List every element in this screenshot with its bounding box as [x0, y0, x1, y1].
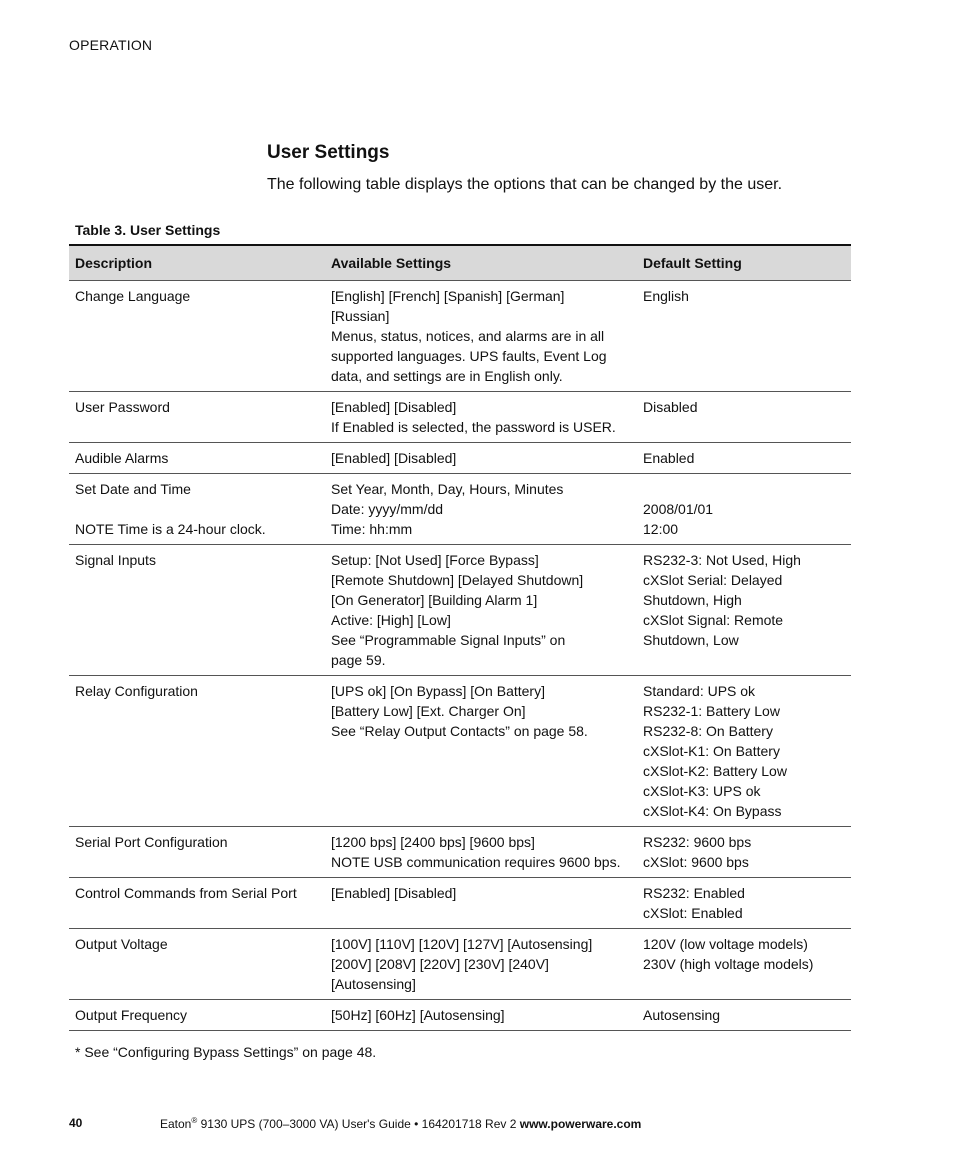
cell-line: Shutdown, Low	[643, 632, 739, 648]
footer-guide-text: 9130 UPS (700–3000 VA) User's Guide • 164201718 Rev 2	[197, 1117, 520, 1131]
intro-paragraph: The following table displays the options that can be changed by the user.	[267, 176, 783, 193]
footer-guide-title	[160, 1116, 641, 1131]
cell-line: Set Date and Time	[75, 481, 191, 497]
cell-line: cXSlot Signal: Remote	[643, 612, 784, 628]
cell-line: Control Commands from Serial Port	[75, 885, 297, 901]
user-settings-table	[69, 244, 851, 1031]
cell-default-setting	[637, 397, 851, 437]
cell-line: [50Hz] [60Hz] [Autosensing]	[331, 1007, 505, 1023]
cell-line: English	[643, 288, 689, 304]
registered-mark: ®	[191, 1116, 198, 1125]
table-row	[69, 443, 851, 474]
cell-line: [English] [French] [Spanish] [German]	[331, 288, 565, 304]
cell-line: Output Voltage	[75, 936, 168, 952]
cell-line: [UPS ok] [On Bypass] [On Battery]	[331, 683, 545, 699]
cell-line: Audible Alarms	[75, 450, 169, 466]
cell-line: [200V] [208V] [220V] [230V] [240V]	[331, 956, 549, 972]
cell-line: See “Programmable Signal Inputs” on	[331, 632, 566, 648]
cell-line: cXSlot-K1: On Battery	[643, 743, 780, 759]
cell-line: cXSlot-K4: On Bypass	[643, 803, 782, 819]
cell-line: [Enabled] [Disabled]	[331, 885, 457, 901]
cell-line: [1200 bps] [2400 bps] [9600 bps]	[331, 834, 535, 850]
cell-line: cXSlot-K3: UPS ok	[643, 783, 761, 799]
cell-line: [Remote Shutdown] [Delayed Shutdown]	[331, 572, 584, 588]
cell-line: cXSlot: 9600 bps	[643, 854, 749, 870]
cell-line: Relay Configuration	[75, 683, 198, 699]
cell-line: 230V (high voltage models)	[643, 956, 814, 972]
cell-default-setting	[637, 883, 851, 923]
cell-description	[69, 479, 325, 539]
cell-line: Disabled	[643, 399, 698, 415]
cell-description	[69, 550, 325, 670]
cell-description	[69, 1005, 325, 1025]
table-row	[69, 676, 851, 827]
cell-line: See “Relay Output Contacts” on page 58.	[331, 723, 588, 739]
footer-brand: Eaton	[160, 1117, 192, 1131]
cell-line: RS232-1: Battery Low	[643, 703, 780, 719]
column-header-available-settings: Available Settings	[331, 255, 452, 271]
column-header-default-setting: Default Setting	[643, 255, 742, 271]
cell-available-settings	[325, 883, 637, 923]
footnote: * See “Configuring Bypass Settings” on page 48.	[75, 1044, 377, 1060]
cell-available-settings	[325, 681, 637, 821]
cell-available-settings	[325, 286, 637, 386]
cell-line: Serial Port Configuration	[75, 834, 228, 850]
cell-description	[69, 286, 325, 386]
cell-line: RS232-8: On Battery	[643, 723, 773, 739]
cell-line: RS232: 9600 bps	[643, 834, 752, 850]
cell-line: data, and settings are in English only.	[331, 368, 563, 384]
cell-default-setting	[637, 550, 851, 670]
column-header-description: Description	[75, 255, 153, 271]
page-title: User Settings	[267, 142, 390, 163]
cell-default-setting	[637, 286, 851, 386]
cell-line: [Battery Low] [Ext. Charger On]	[331, 703, 526, 719]
cell-default-setting	[637, 1005, 851, 1025]
cell-line: cXSlot-K2: Battery Low	[643, 763, 787, 779]
cell-line: Standard: UPS ok	[643, 683, 756, 699]
cell-line: Signal Inputs	[75, 552, 156, 568]
cell-default-setting	[637, 681, 851, 821]
cell-description	[69, 934, 325, 994]
cell-available-settings	[325, 550, 637, 670]
table-row	[69, 929, 851, 1000]
footer-url[interactable]: www.powerware.com	[519, 1117, 642, 1131]
cell-description	[69, 681, 325, 821]
cell-line: NOTE USB communication requires 9600 bps.	[331, 854, 621, 870]
cell-description	[69, 883, 325, 923]
cell-default-setting	[637, 934, 851, 994]
table-body	[69, 281, 851, 1031]
cell-line: Shutdown, High	[643, 592, 742, 608]
table-row	[69, 827, 851, 878]
cell-line: page 59.	[331, 652, 386, 668]
table-row	[69, 281, 851, 392]
cell-line: Time: hh:mm	[331, 521, 413, 537]
cell-description	[69, 397, 325, 437]
table-header-row	[69, 246, 851, 281]
cell-description	[69, 448, 325, 468]
cell-line: 2008/01/01	[643, 501, 714, 517]
cell-available-settings	[325, 1005, 637, 1025]
cell-available-settings	[325, 832, 637, 872]
cell-line: supported languages. UPS faults, Event Log	[331, 348, 607, 364]
cell-line: cXSlot Serial: Delayed	[643, 572, 783, 588]
cell-line: User Password	[75, 399, 170, 415]
cell-line: RS232: Enabled	[643, 885, 745, 901]
cell-line: Menus, status, notices, and alarms are in all	[331, 328, 605, 344]
cell-line: [Enabled] [Disabled]	[331, 450, 457, 466]
cell-line: Output Frequency	[75, 1007, 188, 1023]
cell-line: [Russian]	[331, 308, 390, 324]
cell-line: Enabled	[643, 450, 695, 466]
cell-available-settings	[325, 479, 637, 539]
page-number: 40	[69, 1116, 83, 1130]
table-row	[69, 545, 851, 676]
cell-line: [Enabled] [Disabled]	[331, 399, 457, 415]
table-row	[69, 1000, 851, 1031]
table-row	[69, 878, 851, 929]
cell-line: [Autosensing]	[331, 976, 416, 992]
cell-line: [On Generator] [Building Alarm 1]	[331, 592, 538, 608]
section-header: OPERATION	[69, 37, 153, 53]
cell-line: Set Year, Month, Day, Hours, Minutes	[331, 481, 564, 497]
cell-default-setting	[637, 479, 851, 539]
cell-line: RS232-3: Not Used, High	[643, 552, 801, 568]
cell-line: NOTE Time is a 24-hour clock.	[75, 521, 266, 537]
cell-default-setting	[637, 448, 851, 468]
cell-description	[69, 832, 325, 872]
cell-default-setting	[637, 832, 851, 872]
cell-line: 120V (low voltage models)	[643, 936, 808, 952]
table-caption: Table 3. User Settings	[75, 222, 221, 238]
cell-line: If Enabled is selected, the password is USER.	[331, 419, 616, 435]
table-row	[69, 392, 851, 443]
cell-line: 12:00	[643, 521, 679, 537]
cell-line: Setup: [Not Used] [Force Bypass]	[331, 552, 539, 568]
cell-line	[75, 499, 325, 519]
cell-line: Change Language	[75, 288, 191, 304]
cell-line	[643, 479, 851, 499]
cell-available-settings	[325, 448, 637, 468]
cell-available-settings	[325, 397, 637, 437]
cell-available-settings	[325, 934, 637, 994]
cell-line: Active: [High] [Low]	[331, 612, 451, 628]
cell-line: [100V] [110V] [120V] [127V] [Autosensing]	[331, 936, 593, 952]
cell-line: cXSlot: Enabled	[643, 905, 743, 921]
cell-line: Date: yyyy/mm/dd	[331, 501, 444, 517]
cell-line: Autosensing	[643, 1007, 721, 1023]
table-row	[69, 474, 851, 545]
